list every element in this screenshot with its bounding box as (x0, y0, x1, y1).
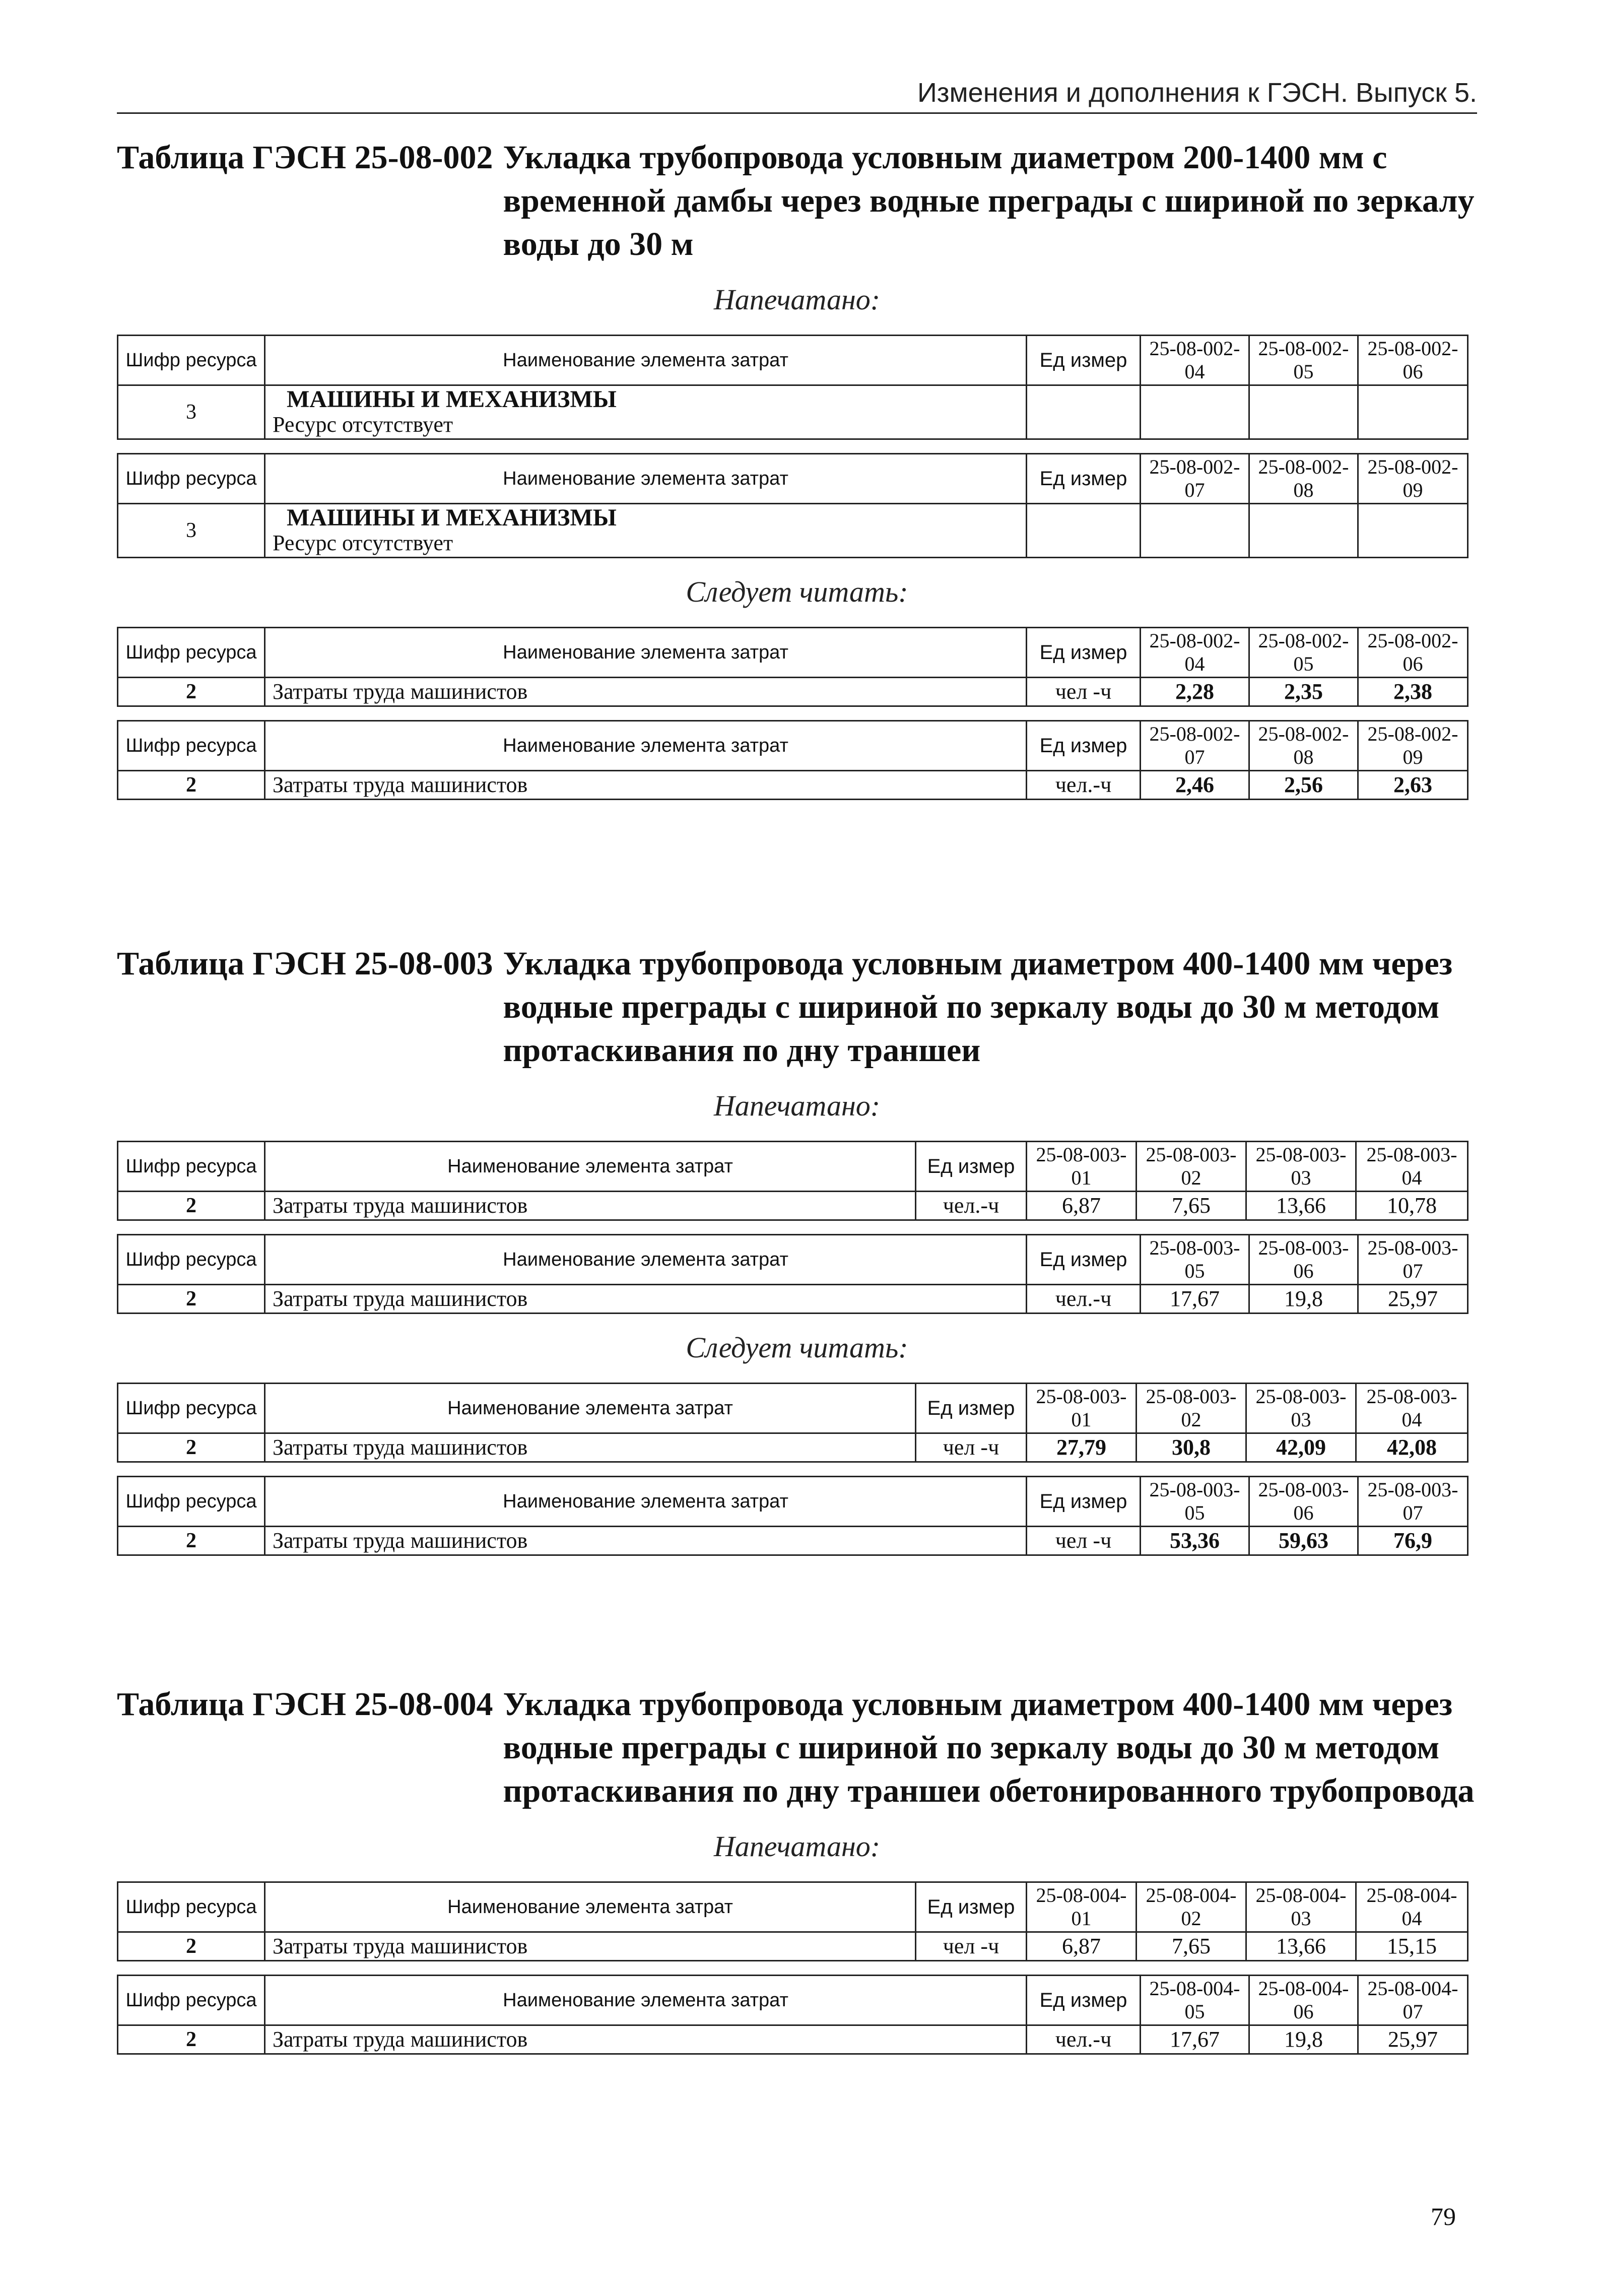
table-header-row (118, 721, 1468, 771)
row-code: 2 (118, 771, 265, 800)
read-table-1 (117, 1383, 1468, 1463)
row-unit: чел.-ч (916, 1192, 1027, 1220)
col-name-header: Наименование элемента затрат (265, 1976, 1027, 2025)
col-header: 25-08-002-09 (1358, 454, 1468, 504)
value-cell: 10,78 (1356, 1192, 1468, 1220)
running-header-text: Изменения и дополнения к ГЭСН. Выпуск 5. (917, 78, 1477, 108)
col-code-header: Шифр ресурса (118, 1235, 265, 1285)
value-cell: 2,28 (1141, 678, 1249, 706)
col-name-header: Наименование элемента затрат (265, 1384, 916, 1433)
empty-cell (1249, 385, 1358, 439)
col-header: 25-08-003-05 (1141, 1477, 1249, 1527)
value-cell: 2,35 (1249, 678, 1358, 706)
col-name-header: Наименование элемента затрат (265, 1477, 1027, 1527)
printed-table-2 (117, 1975, 1468, 2055)
col-header: 25-08-004-07 (1358, 1976, 1468, 2025)
value-cell: 2,63 (1358, 771, 1468, 800)
col-code-header: Шифр ресурса (118, 1882, 265, 1932)
read-caption: Следует читать: (686, 1331, 908, 1364)
page-number: 79 (1431, 2202, 1456, 2231)
col-unit-header: Ед измер (1027, 336, 1141, 385)
row-name: Затраты труда машинистов (265, 1285, 1027, 1314)
category-note: Ресурс отсутствует (273, 412, 453, 437)
col-name-header: Наименование элемента затрат (265, 721, 1027, 771)
empty-cell (1358, 504, 1468, 558)
col-code-header: Шифр ресурса (118, 1976, 265, 2025)
col-name-header: Наименование элемента затрат (265, 1235, 1027, 1285)
table-header-row (118, 454, 1468, 504)
table-row (118, 1527, 1468, 1555)
col-name-header: Наименование элемента затрат (265, 1882, 916, 1932)
col-unit-header: Ед измер (1027, 628, 1141, 678)
value-cell: 53,36 (1141, 1527, 1249, 1555)
col-code-header: Шифр ресурса (118, 1477, 265, 1527)
section-title (117, 1683, 1477, 1813)
row-name: Затраты труда машинистов (265, 1192, 916, 1220)
col-header: 25-08-004-02 (1137, 1882, 1246, 1932)
category-name: МАШИНЫ И МЕХАНИЗМЫ (287, 386, 617, 413)
col-code-header: Шифр ресурса (118, 336, 265, 385)
table-id: Таблица ГЭСН 25-08-003 (117, 945, 493, 982)
value-cell: 30,8 (1137, 1433, 1246, 1462)
table-title: Укладка трубопровода условным диаметром 200-1400 мм с временной дамбы через водные преграды с шириной по зеркалу воды до 30 м (503, 139, 1475, 263)
col-header: 25-08-002-07 (1141, 454, 1249, 504)
table-row (118, 1285, 1468, 1314)
col-header: 25-08-004-03 (1246, 1882, 1356, 1932)
empty-cell (1141, 504, 1249, 558)
row-name-cell (265, 504, 1027, 558)
printed-table-1 (117, 1141, 1468, 1221)
col-header: 25-08-002-08 (1249, 721, 1358, 771)
value-cell: 76,9 (1358, 1527, 1468, 1555)
empty-cell (1141, 385, 1249, 439)
row-name: Затраты труда машинистов (265, 771, 1027, 800)
printed-table-2 (117, 453, 1468, 558)
running-header (117, 75, 1477, 114)
value-cell: 25,97 (1358, 1285, 1468, 1314)
value-cell: 2,56 (1249, 771, 1358, 800)
col-name-header: Наименование элемента затрат (265, 454, 1027, 504)
col-header: 25-08-003-06 (1249, 1235, 1358, 1285)
row-unit: чел -ч (1027, 678, 1141, 706)
table-row (118, 1192, 1468, 1220)
col-header: 25-08-002-08 (1249, 454, 1358, 504)
col-header: 25-08-003-06 (1249, 1477, 1358, 1527)
row-name-cell (265, 385, 1027, 439)
table-row (118, 771, 1468, 800)
col-unit-header: Ед измер (1027, 1235, 1141, 1285)
col-code-header: Шифр ресурса (118, 1142, 265, 1192)
col-header: 25-08-004-01 (1027, 1882, 1137, 1932)
empty-cell (1027, 504, 1141, 558)
col-header: 25-08-002-07 (1141, 721, 1249, 771)
read-table-2 (117, 1476, 1468, 1556)
table-header-row (118, 1235, 1468, 1285)
col-header: 25-08-003-04 (1356, 1142, 1468, 1192)
printed-caption: Напечатано: (713, 283, 881, 316)
col-unit-header: Ед измер (1027, 454, 1141, 504)
row-name: Затраты труда машинистов (265, 1932, 916, 1961)
printed-table-1 (117, 1881, 1468, 1961)
col-code-header: Шифр ресурса (118, 628, 265, 678)
value-cell: 7,65 (1137, 1192, 1246, 1220)
row-unit: чел.-ч (1027, 2025, 1141, 2054)
section-title (117, 942, 1477, 1072)
col-header: 25-08-003-02 (1137, 1142, 1246, 1192)
value-cell: 59,63 (1249, 1527, 1358, 1555)
table-row (118, 1932, 1468, 1961)
col-header: 25-08-002-04 (1141, 628, 1249, 678)
value-cell: 19,8 (1249, 2025, 1358, 2054)
col-unit-header: Ед измер (1027, 1976, 1141, 2025)
section-25-08-003 (117, 942, 1477, 1569)
value-cell: 7,65 (1137, 1932, 1246, 1961)
table-id: Таблица ГЭСН 25-08-004 (117, 1686, 493, 1723)
col-unit-header: Ед измер (1027, 1477, 1141, 1527)
col-unit-header: Ед измер (916, 1142, 1027, 1192)
section-25-08-004 (117, 1683, 1477, 2068)
table-header-row (118, 1976, 1468, 2025)
table-title: Укладка трубопровода условным диаметром 400-1400 мм через водные преграды с шириной по зеркалу воды до 30 м методом протаскивания по дну траншеи обетонированного трубопровода (503, 1686, 1475, 1809)
read-caption: Следует читать: (686, 575, 908, 608)
value-cell: 2,46 (1141, 771, 1249, 800)
row-unit: чел -ч (1027, 1527, 1141, 1555)
col-header: 25-08-003-07 (1358, 1235, 1468, 1285)
col-code-header: Шифр ресурса (118, 1384, 265, 1433)
table-header-row (118, 1882, 1468, 1932)
read-table-1 (117, 627, 1468, 707)
col-header: 25-08-003-07 (1358, 1477, 1468, 1527)
value-cell: 27,79 (1027, 1433, 1137, 1462)
row-unit: чел -ч (916, 1433, 1027, 1462)
row-code: 2 (118, 1433, 265, 1462)
value-cell: 17,67 (1141, 2025, 1249, 2054)
col-header: 25-08-004-05 (1141, 1976, 1249, 2025)
section-25-08-002 (117, 136, 1477, 813)
row-code: 3 (118, 504, 265, 558)
col-header: 25-08-002-04 (1141, 336, 1249, 385)
category-name: МАШИНЫ И МЕХАНИЗМЫ (287, 504, 617, 531)
row-name: Затраты труда машинистов (265, 1433, 916, 1462)
col-unit-header: Ед измер (916, 1882, 1027, 1932)
col-name-header: Наименование элемента затрат (265, 1142, 916, 1192)
value-cell: 42,09 (1246, 1433, 1356, 1462)
row-name: Затраты труда машинистов (265, 2025, 1027, 2054)
value-cell: 6,87 (1027, 1932, 1137, 1961)
table-row (118, 385, 1468, 439)
printed-caption: Напечатано: (713, 1830, 881, 1863)
row-unit: чел.-ч (1027, 1285, 1141, 1314)
col-code-header: Шифр ресурса (118, 721, 265, 771)
section-title (117, 136, 1477, 266)
row-name: Затраты труда машинистов (265, 1527, 1027, 1555)
col-header: 25-08-003-03 (1246, 1384, 1356, 1433)
col-header: 25-08-003-03 (1246, 1142, 1356, 1192)
printed-caption: Напечатано: (713, 1089, 881, 1122)
row-code: 2 (118, 1192, 265, 1220)
row-code: 2 (118, 678, 265, 706)
row-code: 2 (118, 1932, 265, 1961)
table-row (118, 2025, 1468, 2054)
table-row (118, 504, 1468, 558)
value-cell: 25,97 (1358, 2025, 1468, 2054)
empty-cell (1358, 385, 1468, 439)
col-name-header: Наименование элемента затрат (265, 336, 1027, 385)
col-header: 25-08-003-02 (1137, 1384, 1246, 1433)
value-cell: 42,08 (1356, 1433, 1468, 1462)
printed-table-2 (117, 1234, 1468, 1314)
row-code: 2 (118, 1285, 265, 1314)
value-cell: 2,38 (1358, 678, 1468, 706)
col-header: 25-08-002-06 (1358, 628, 1468, 678)
table-header-row (118, 628, 1468, 678)
col-header: 25-08-003-01 (1027, 1142, 1137, 1192)
table-row (118, 1433, 1468, 1462)
table-header-row (118, 1142, 1468, 1192)
row-name: Затраты труда машинистов (265, 678, 1027, 706)
value-cell: 15,15 (1356, 1932, 1468, 1961)
row-unit: чел -ч (916, 1932, 1027, 1961)
col-header: 25-08-002-05 (1249, 336, 1358, 385)
col-header: 25-08-003-04 (1356, 1384, 1468, 1433)
col-code-header: Шифр ресурса (118, 454, 265, 504)
table-header-row (118, 1384, 1468, 1433)
value-cell: 19,8 (1249, 1285, 1358, 1314)
category-note: Ресурс отсутствует (273, 531, 453, 555)
empty-cell (1249, 504, 1358, 558)
col-unit-header: Ед измер (916, 1384, 1027, 1433)
empty-cell (1027, 385, 1141, 439)
table-row (118, 678, 1468, 706)
col-header: 25-08-004-04 (1356, 1882, 1468, 1932)
row-code: 3 (118, 385, 265, 439)
row-code: 2 (118, 2025, 265, 2054)
row-unit: чел.-ч (1027, 771, 1141, 800)
col-header: 25-08-003-05 (1141, 1235, 1249, 1285)
col-header: 25-08-002-06 (1358, 336, 1468, 385)
value-cell: 6,87 (1027, 1192, 1137, 1220)
col-name-header: Наименование элемента затрат (265, 628, 1027, 678)
value-cell: 13,66 (1246, 1192, 1356, 1220)
table-title: Укладка трубопровода условным диаметром 400-1400 мм через водные преграды с шириной по зеркалу воды до 30 м методом протаскивания по дну траншеи (503, 945, 1453, 1069)
printed-table-1 (117, 335, 1468, 440)
table-header-row (118, 1477, 1468, 1527)
col-header: 25-08-004-06 (1249, 1976, 1358, 2025)
table-id: Таблица ГЭСН 25-08-002 (117, 139, 493, 176)
col-unit-header: Ед измер (1027, 721, 1141, 771)
row-code: 2 (118, 1527, 265, 1555)
read-table-2 (117, 720, 1468, 800)
table-header-row (118, 336, 1468, 385)
value-cell: 17,67 (1141, 1285, 1249, 1314)
col-header: 25-08-002-05 (1249, 628, 1358, 678)
col-header: 25-08-003-01 (1027, 1384, 1137, 1433)
col-header: 25-08-002-09 (1358, 721, 1468, 771)
value-cell: 13,66 (1246, 1932, 1356, 1961)
